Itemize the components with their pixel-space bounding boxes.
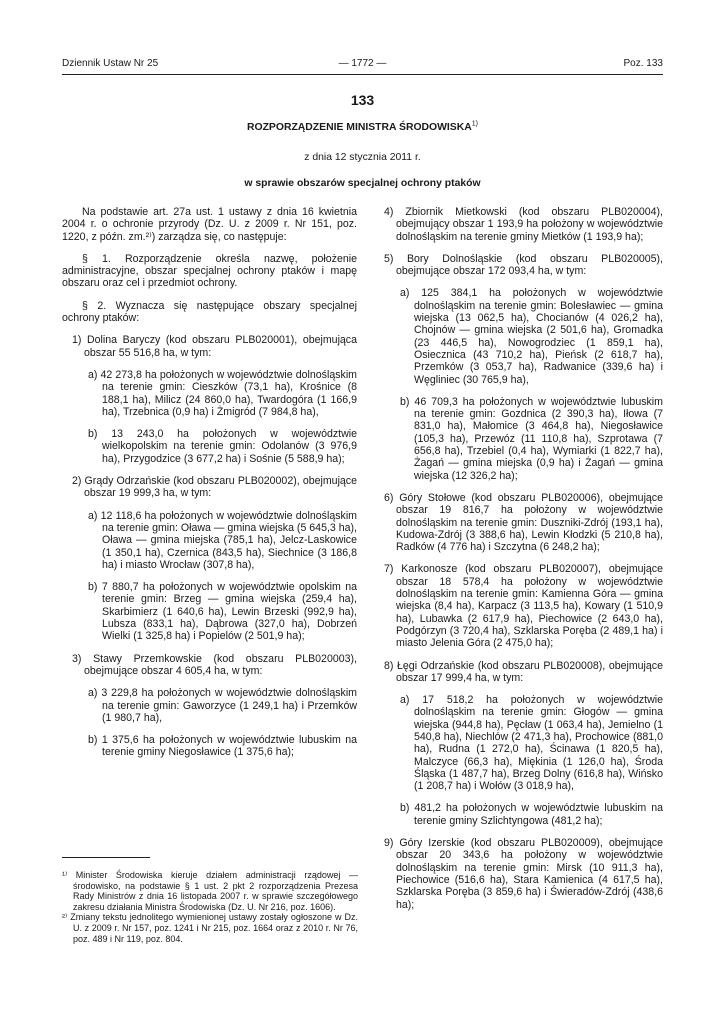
footnote: ¹⁾ Minister Środowiska kieruje działem administracji rządowej — środowisko, na podstawie § 1 ust. 2 pkt 2 rozporządzenia Prezesa Rady Ministrów z dnia 16 listopada 2007 r. w sprawie szczegółowego zakresu działania Ministra Środowiska (Dz. U. Nr 216, poz. 1606). [62,870,358,912]
list-item: 7) Karkonosze (kod obszaru PLB020007), obejmujące obszar 18 578,4 ha położony w województwie dolnośląskim na terenie gmin: Kamienna Góra — gmina wiejska (8,4 ha), Karpacz (3 113,5 ha), Kowary (1 510,9 ha), Lubawka (2 617,9 ha), Piechowice (2 643,0 ha), Podgórzyn (3 720,4 ha), Szklarska Poręba (2 489,1 ha) i miasto Jelenia Góra (2 475,0 ha); [384,563,663,650]
list-item: 9) Góry Izerskie (kod obszaru PLB020009), obejmujące obszar 20 343,6 ha położony w województwie dolnośląskim na terenie gmin: Mirsk (10 911,3 ha), Piechowice (516,6 ha), Stara Kamienica (4 617,5 ha), Szklarska Poręba (3 859,6 ha) i Świeradów-Zdrój (438,6 ha); [384,837,663,911]
sub-item: b) 1 375,6 ha położonych w województwie lubuskim na terenie gminy Niegosławice (1 375,6 ha); [88,734,357,759]
sub-item: b) 46 709,3 ha położonych w województwie lubuskim na terenie gmin: Gozdnica (2 390,3 ha), Iłowa (7 831,0 ha), Małomice (3 464,8 ha), Niegosławice (105,3 ha), Przewóz (11 110,8 ha), Szprotawa (7 656,8 ha), Trzebiel (0,4 ha), Wymiarki (1 822,7 ha), Żagań — gmina miejska (0,9 ha) i Żagań — gmina wiejska (12 326,2 ha); [400,395,663,482]
header-position: Poz. 133 [623,58,663,69]
header-journal: Dziennik Ustaw Nr 25 [62,58,159,69]
list-item: 3) Stawy Przemkowskie (kod obszaru PLB020003), obejmujące obszar 4 605,4 ha, w tym: [72,652,357,677]
list-item: 6) Góry Stołowe (kod obszaru PLB020006), obejmujące obszar 19 816,7 ha położony w województwie dolnośląskim na terenie gmin: Duszniki-Zdrój (193,1 ha), Kudowa-Zdrój (3 388,6 ha), Lewin Kłodzki (5 210,8 ha), Radków (4 776 ha) i Szczytna (6 248,2 ha); [384,491,663,554]
sub-item: a) 42 273,8 ha położonych w województwie dolnośląskim na terenie gmin: Cieszków (73,1 ha), Krośnice (8 188,1 ha), Milicz (24 860,0 ha), Twardogóra (1 166,9 ha), Trzebnica (0,9 ha) i Żmigród (7 984,8 ha), [88,368,357,418]
sub-item: a) 17 518,2 ha położonych w województwie dolnośląskim na terenie gmin: Głogów — gmina wiejska (944,8 ha), Pęcław (1 063,4 ha), Jemielno (1 540,8 ha), Niechlów (2 471,3 ha), Prochowice (881,0 ha), Rudna (1 272,0 ha), Ścinawa (1 820,5 ha), Malczyce (66,3 ha), Miękinia (1 126,0 ha), Środa Śląska (1 487,7 ha), Brzeg Dolny (616,8 ha), Wińsko (1 208,7 ha) i Wołów (3 018,9 ha), [400,694,663,793]
document-subject: w sprawie obszarów specjalnej ochrony ptaków [244,178,481,189]
title-footnote-ref: 1) [471,120,478,128]
list-item: 8) Łęgi Odrzańskie (kod obszaru PLB020008), obejmujące obszar 17 999,4 ha, w tym: [384,659,663,684]
sub-item: b) 7 880,7 ha położonych w województwie opolskim na terenie gmin: Brzeg — gmina wiejska (259,4 ha), Skarbimierz (1 640,6 ha), Lewin Brzeski (992,9 ha), Lubsza (833,1 ha), Dąbrowa (327,0 ha), Dobrzeń Wielki (1 325,8 ha) i Popielów (2 501,9 ha); [88,581,357,643]
header-rule [62,74,663,75]
header-page-number: — 1772 — [338,58,387,69]
right-column [374,206,663,921]
sub-item: a) 125 384,1 ha położonych w województwie dolnośląskim na terenie gmin: Bolesławiec — gmina wiejska (13 062,5 ha), Chocianów (4 026,2 ha), Chojnów — gmina wiejska (2 501,6 ha), Gromadka (23 446,5 ha), Nowogrodziec (1 859,1 ha), Osiecznica (43 710,2 ha), Pieńsk (2 618,7 ha), Przemków (3 053,7 ha), Radwanice (339,6 ha) i Węgliniec (30 765,9 ha), [400,287,663,386]
paragraph: § 2. Wyznacza się następujące obszary specjalnej ochrony ptaków: [62,299,357,325]
document-date: z dnia 12 stycznia 2011 r. [304,152,421,163]
footnote-rule [62,857,150,858]
document-title [0,122,725,133]
sub-item: a) 12 118,6 ha położonych w województwie dolnośląskim na terenie gmin: Oława — gmina wiejska (5 645,3 ha), Oława — gmina miejska (785,1 ha), Jelcz-Laskowice (1 350,1 ha), Czernica (843,5 ha), Siechnice (3 186,8 ha) i miasto Wrocław (307,8 ha), [88,509,357,571]
sub-item: b) 13 243,0 ha położonych w województwie wielkopolskim na terenie gmin: Odolanów (3 976,9 ha), Przygodzice (3 677,2 ha) i Sośnie (5 588,9 ha); [88,428,357,465]
footnotes [62,870,358,944]
sub-item: b) 481,2 ha położonych w województwie lubuskim na terenie gminy Szlichtyngowa (481,2 ha); [400,802,663,827]
list-item: 1) Dolina Baryczy (kod obszaru PLB020001), obejmująca obszar 55 516,8 ha, w tym: [72,334,357,359]
list-item: 2) Grądy Odrzańskie (kod obszaru PLB020002), obejmujące obszar 19 999,3 ha, w tym: [72,475,357,500]
footnote: ²⁾ Zmiany tekstu jednolitego wymienionej ustawy zostały ogłoszone w Dz. U. z 2009 r. Nr 157, poz. 1241 i Nr 215, poz. 1664 oraz z 2010 r. Nr 76, poz. 489 i Nr 119, poz. 804. [62,912,358,944]
document-number: 133 [350,92,375,108]
list-item: 5) Bory Dolnośląskie (kod obszaru PLB020005), obejmujące obszar 172 093,4 ha, w tym: [384,252,663,278]
paragraph: Na podstawie art. 27a ust. 1 ustawy z dnia 16 kwietnia 2004 r. o ochronie przyrody (Dz. U. z 2009 r. Nr 151, poz. 1220, z późn. zm.²⁾) zarządza się, co następuje: [62,206,357,243]
document-title-text: ROZPORZĄDZENIE MINISTRA ŚRODOWISKA [247,122,472,133]
left-column [62,206,357,769]
sub-item: a) 3 229,8 ha położonych w województwie dolnośląskim na terenie gmin: Gaworzyce (1 249,1 ha) i Przemków (1 980,7 ha), [88,687,357,724]
list-item: 4) Zbiornik Mietkowski (kod obszaru PLB020004), obejmujący obszar 1 193,9 ha położony w województwie dolnośląskim na terenie gminy Mietków (1 193,9 ha); [384,206,663,243]
paragraph: § 1. Rozporządzenie określa nazwę, położenie administracyjne, obszar specjalnej ochrony ptaków i mapę obszaru oraz cel i przedmiot ochrony. [62,252,357,290]
